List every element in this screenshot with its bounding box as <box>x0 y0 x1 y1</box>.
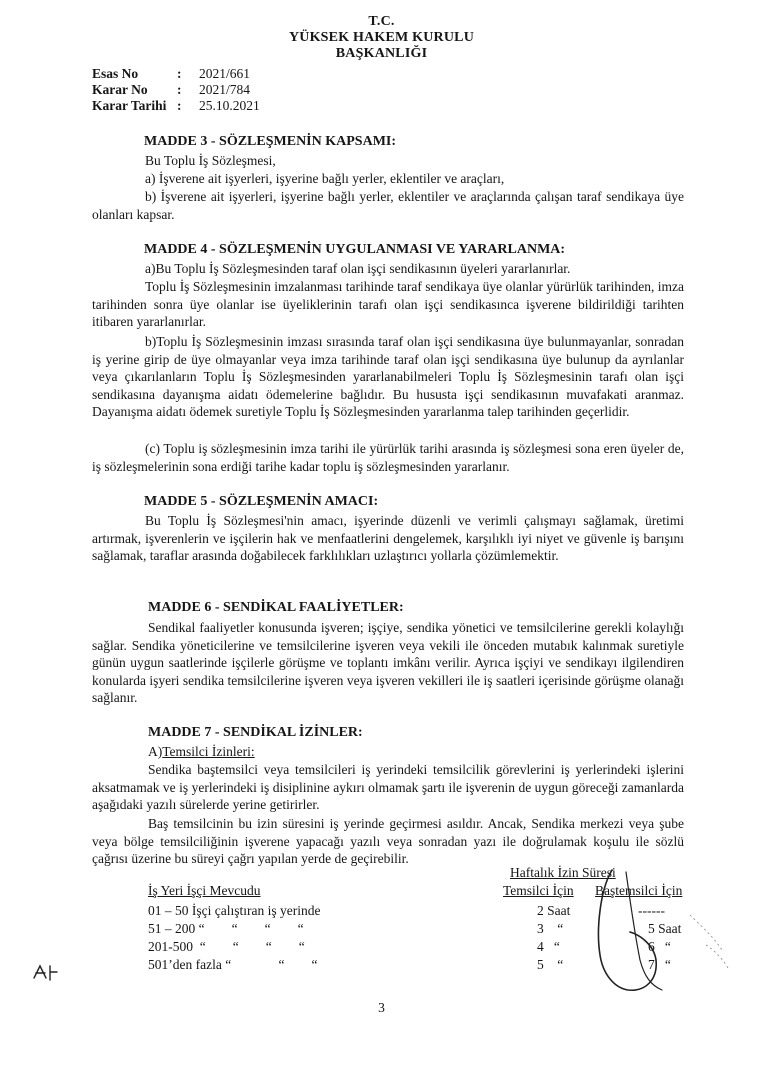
madde7-subtitle-text: Temsilci İzinleri: <box>162 744 255 759</box>
madde4-title: MADDE 4 - SÖZLEŞMENİN UYGULANMASI VE YARARLANMA: <box>144 242 566 257</box>
table-row-temsilci: 3 “ <box>537 921 564 936</box>
table-row-bastemsilci: 7 “ <box>648 957 671 972</box>
table-row-temsilci: 5 “ <box>537 957 564 972</box>
meta-label: Esas No <box>92 66 139 81</box>
madde3-title: MADDE 3 - SÖZLEŞMENİN KAPSAMI: <box>144 134 397 149</box>
table-group-header: Haftalık İzin Süresi <box>510 865 616 880</box>
madde6-title: MADDE 6 - SENDİKAL FAALİYETLER: <box>148 600 404 615</box>
table-row-temsilci: 4 “ <box>537 939 560 954</box>
madde4-para-c: (c) Toplu iş sözleşmesinin imza tarihi ile yürürlük tarihi arasında iş sözleşmesi sona eren üyeler de, iş sözleşmelerinin sona erdiği tarihe kadar toplu iş sözleşmesinden yararlanır. <box>92 441 684 474</box>
meta-sep: : <box>177 66 182 81</box>
table-col1-header: İş Yeri İşçi Mevcudu <box>148 883 261 898</box>
table-row-temsilci: 2 Saat <box>537 903 571 918</box>
madde3-item-a: a) İşverene ait işyerleri, işyerine bağlı yerler, eklentiler ve araçları, <box>145 171 505 186</box>
madde4-para-b: b)Toplu İş Sözleşmesinin imzası sırasında taraf olan işçi sendikasına üye bulunmayanlar, sonradan iş yerine girip de üye olmayanlar veya imza tarihinde taraf olan işçi sendikasına üye bulunup da ayrılanlar veya çıkarılanların Toplu İş Sözleşmesinden yararlanabilmeleri Toplu İş Sözleşmesinin tarafı olan işçi sendikasına dayanışma aidatı ödemelerine bağlıdır. Bu hususta işçi sendikasının muvafakati aranmaz. Dayanışma aidatı ödemek suretiyle Toplu İş Sözleşmesinden yararlanma talep tarihinden geçerlidir. <box>92 334 684 420</box>
table-col3-header: Baştemsilci İçin <box>595 883 683 898</box>
madde6-para: Sendikal faaliyetler konusunda işveren; işçiye, sendika yönetici ve temsilcilerine gerekli kolaylığı sağlar. Sendika yöneticilerine ve temsilcilerine işveren veya vekili ile önceden mutabık kalınmak suretiyle günün uygun saatlerinde işçilerle görüşme ve toplantı imkânı verilir. Ayrıca işçiyi ve sendikayı ilgilendiren konularda işyeri sendika temsilcilerine işveren veya işveren vekilleri ile iş saatleri içerisinde görüşme olanağı sağlanır. <box>92 620 684 706</box>
table-row-bastemsilci: ------ <box>638 903 665 918</box>
table-row-range: 01 – 50 İşçi çalıştıran iş yerinde <box>148 903 321 918</box>
madde7-title: MADDE 7 - SENDİKAL İZİNLER: <box>148 725 363 740</box>
madde3-intro: Bu Toplu İş Sözleşmesi, <box>145 153 276 168</box>
table-row-bastemsilci: 5 Saat <box>648 921 682 936</box>
madde7-para-1: Sendika baştemsilci veya temsilcileri iş yerindeki temsilcilik görevlerini iş yerlerindeki işlerini aksatmamak ve iş yerlerindeki iş disiplinine aykırı olmamak şartı ile işverenin de uygun göreceği zamanlarda aşağıdaki yazılı sürelerde yerine getirirler. <box>92 762 684 813</box>
table-row-range: 201-500 “ “ “ “ <box>148 939 305 954</box>
madde5-para: Bu Toplu İş Sözleşmesi'nin amacı, işyerinde düzenli ve verimli çalışmayı sağlamak, üretimi artırmak, işverenlerin ve işçilerin hak ve menfaatlerini dengelemek, karşılıklı iyi niyet ve güvenle iş barışını sağlamak, taraflar arasında doğabilecek farklılıkları uzlaştırıcı yollarla çözümlemektir. <box>92 513 684 564</box>
madde7-subtitle-prefix: A) <box>148 744 163 759</box>
table-row-range: 51 – 200 “ “ “ “ <box>148 921 304 936</box>
header-institution: YÜKSEK HAKEM KURULU <box>288 30 475 45</box>
madde5-title: MADDE 5 - SÖZLEŞMENİN AMACI: <box>144 494 379 509</box>
table-col2-header: Temsilci İçin <box>503 883 574 898</box>
meta-label: Karar No <box>92 82 148 97</box>
madde4-para-a: a)Bu Toplu İş Sözleşmesinden taraf olan işçi sendikasının üyeleri yararlanırlar. <box>145 261 571 276</box>
table-row-bastemsilci: 6 “ <box>648 939 671 954</box>
meta-value: 25.10.2021 <box>199 98 260 113</box>
page-number: 3 <box>378 1000 385 1015</box>
header-tc: T.C. <box>368 14 395 29</box>
meta-value: 2021/784 <box>199 82 251 97</box>
meta-sep: : <box>177 82 182 97</box>
meta-value: 2021/661 <box>199 66 251 81</box>
meta-label: Karar Tarihi <box>92 98 167 113</box>
madde3-item-b: b) İşverene ait işyerleri, işyerine bağlı yerler, eklentiler ve araçlarında çalışan taraf sendikaya üye olanları kapsar. <box>92 189 684 222</box>
header-department: BAŞKANLIĞI <box>335 46 428 61</box>
madde7-para-2: Baş temsilcinin bu izin süresini iş yerinde geçirmesi asıldır. Ancak, Sendika merkezi veya şube veya bölge temsilciliğinin işverene yapacağı yazılı veya sonradan yazı ile doğrulamak koşulu ile sözlü çağrısı üzerine bu süreyi çağrı yapılan yerde de geçirebilir. <box>92 816 684 867</box>
table-row-range: 501’den fazla “ “ “ <box>148 957 318 972</box>
madde4-para-2: Toplu İş Sözleşmesinin imzalanması tarihinde taraf sendikaya üye olanlar yürürlük tarihinden, imza tarihinden sonra üye olanlar ise üyeliklerinin tarafı olan işçi sendikasınca işverene bildirildiği tarihten itibaren yararlanırlar. <box>92 279 684 330</box>
meta-sep: : <box>177 98 182 113</box>
